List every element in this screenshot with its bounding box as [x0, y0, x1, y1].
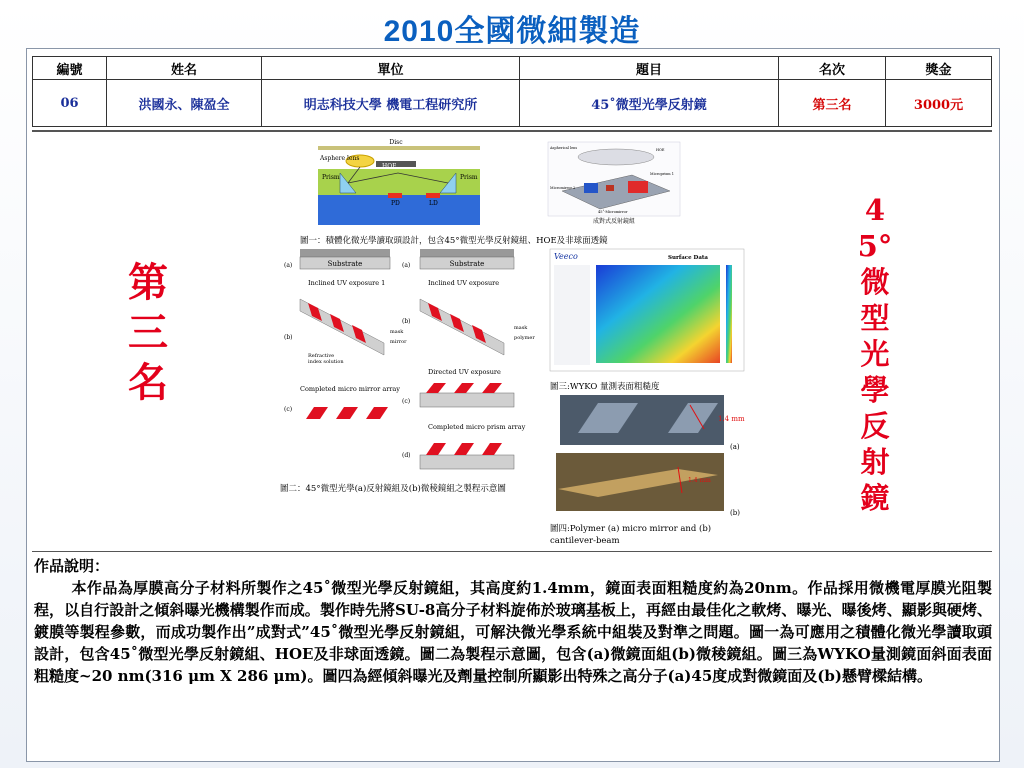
fig4a-label: 1.4 mm	[718, 415, 745, 423]
iso-label-4: 45˚-Micromirror	[598, 210, 628, 214]
cell-unit: 明志科技大學 機電工程研究所	[262, 80, 520, 127]
divider-top	[32, 130, 992, 132]
fig2-inclined-2: Inclined UV exposure	[428, 279, 500, 287]
fig2-tag-b1: (b)	[284, 334, 293, 341]
fig1-label-asphere: Asphere lens	[320, 155, 360, 162]
fig4b-label: 1.4 mm	[688, 477, 711, 484]
pd-shape	[388, 193, 402, 198]
fig4-tag-a: (a)	[730, 443, 740, 451]
fig3-logo: Veeco	[554, 252, 578, 261]
fig2b-substrate-label: Substrate	[449, 260, 485, 268]
fig2-directed: Directed UV exposure	[428, 368, 501, 376]
fig2c2-prism-0	[426, 383, 446, 393]
table-row	[33, 80, 992, 127]
fig2-caption: 圖二：45°微型光學(a)反射鏡組及(b)微稜鏡組之製程示意圖	[280, 484, 506, 494]
header-prize: 獎金	[886, 57, 992, 80]
fig2a-substrate-label: Substrate	[327, 260, 363, 268]
cell-id: 06	[33, 80, 107, 127]
fig2-completed-mirror: Completed micro mirror array	[300, 385, 400, 393]
fig2c2-substrate	[420, 393, 514, 407]
iso-mirror	[606, 185, 614, 191]
fig2-mask-label-2: mask	[514, 325, 528, 331]
fig2a-mask	[300, 249, 390, 257]
iso-caption: 成對式反射鏡組	[592, 218, 636, 225]
figure-3-plot	[550, 249, 744, 371]
fig4-caption-2: cantilever-beam	[550, 536, 620, 546]
fig2-refractive: Refractive	[308, 353, 335, 359]
fig2-solution: index solution	[308, 359, 344, 365]
header-unit: 單位	[262, 57, 520, 80]
figure-4-images	[556, 395, 745, 517]
fig4-caption-1: 圖四:Polymer (a) micro mirror and (b)	[550, 524, 712, 534]
cell-rank: 第三名	[779, 80, 886, 127]
fig2d-prism-0	[426, 443, 446, 455]
fig2-tag-c2: (c)	[402, 398, 411, 405]
fig2c-mirror-1	[336, 407, 358, 419]
fig2-polymer-label: polymer	[514, 335, 535, 341]
fig2-tag-b2: (b)	[402, 318, 411, 325]
figure-2-diagram	[284, 249, 535, 469]
iso-disc	[578, 149, 654, 165]
fig2-tag-a2: (a)	[402, 262, 411, 269]
header-name: 姓名	[107, 57, 262, 80]
fig1-label-hoe: HOE	[382, 163, 397, 170]
iso-label-2: Microprism 1	[650, 172, 674, 176]
fig1-caption: 圖一：積體化微光學讀取頭設計，包含45°微型光學反射鏡組、HOE及非球面透鏡	[300, 236, 608, 246]
fig2-tag-a1: (a)	[284, 262, 293, 269]
iso-label-0: Aspherical lens	[550, 146, 578, 150]
fig2-mirror-label: mirror	[390, 339, 407, 345]
table-header-row	[33, 57, 992, 80]
description-body: 本作品為厚膜高分子材料所製作之45˚微型光學反射鏡組，其高度約1.4mm，鏡面表面粗糙度約為20nm。作品採用微機電厚膜光阻製程，以自行設計之傾斜曝光機構製作而成。製作時先將SU-8高分子材料旋佈於玻璃基板上，再經由最佳化之軟烤、曝光、曝後烤、顯影與硬烤、鍍膜等製程參數，而成功製作出”成對式”45˚微型光學反射鏡組，可解決微光學系統中組裝及對準之問題。圖一為可應用之積體化微光學讀取頭設計，包含45˚微型光學反射鏡組、HOE及非球面透鏡。圖二為製程示意圖，包含(a)微鏡面組(b)微稜鏡組。圖三為WYKO量測鏡面斜面表面粗糙度~20 nm(316 μm X 286 μm)。圖四為經傾斜曝光及劑量控制所顯影出特殊之高分子(a)45度成對微鏡面及(b)懸臂樑結構。	[34, 579, 992, 685]
iso-label-1: HOE	[656, 148, 665, 152]
cell-topic: 45˚微型光學反射鏡	[520, 80, 779, 127]
subject-vertical: 45°微型光學反射鏡	[857, 193, 893, 515]
description-heading: 作品說明：	[34, 557, 110, 575]
fig1-label-prism-left: Prism	[322, 174, 340, 181]
page-title: 2010全國微細製造	[383, 15, 641, 48]
figure-1-diagram	[318, 139, 480, 225]
fig3-surface-map	[596, 265, 720, 363]
award-table	[32, 56, 992, 127]
fig2c2-prism-1	[454, 383, 474, 393]
fig2d-prism-2	[482, 443, 502, 455]
fig2-inclined-1: Inclined UV exposure 1	[308, 279, 386, 287]
fig3-color-bar	[726, 265, 732, 363]
rank-vertical: 第三名	[128, 259, 168, 406]
fig2-completed-prism: Completed micro prism array	[428, 423, 526, 431]
iso-label-3: Micromirror 2	[550, 186, 576, 190]
fig2d-substrate	[420, 455, 514, 469]
iso-block-red	[628, 181, 648, 193]
fig3-caption: 圖三:WYKO 量測表面粗糙度	[550, 382, 660, 392]
fig4-tag-b: (b)	[730, 509, 740, 517]
fig2c2-prism-2	[482, 383, 502, 393]
fig1-label-pd: PD	[391, 200, 400, 207]
cell-prize: 3000元	[886, 80, 992, 127]
iso-block-blue	[584, 183, 598, 193]
figure-1-iso	[548, 142, 680, 225]
cell-names: 洪國永、陳盈全	[107, 80, 262, 127]
disc-shape	[318, 146, 480, 150]
fig2d-prism-1	[454, 443, 474, 455]
figure-panel	[278, 137, 748, 547]
fig1-label-disc: Disc	[389, 139, 403, 146]
fig2b-mask	[420, 249, 514, 257]
fig3-heading: Surface Data	[668, 255, 708, 261]
divider-bottom	[32, 551, 992, 552]
header-id: 編號	[33, 57, 107, 80]
header-rank: 名次	[779, 57, 886, 80]
fig3-stats-panel	[554, 265, 590, 365]
fig2-mask-label-1: mask	[390, 329, 404, 335]
header-topic: 題目	[520, 57, 779, 80]
fig1-label-prism-right: Prism	[460, 174, 478, 181]
fig2c-mirror-2	[366, 407, 388, 419]
ld-shape	[426, 193, 440, 198]
fig2c-mirror-0	[306, 407, 328, 419]
fig1-label-ld: LD	[429, 200, 438, 207]
fig2-tag-d: (d)	[402, 452, 411, 459]
description	[34, 555, 992, 687]
fig2-tag-c1: (c)	[284, 406, 293, 413]
